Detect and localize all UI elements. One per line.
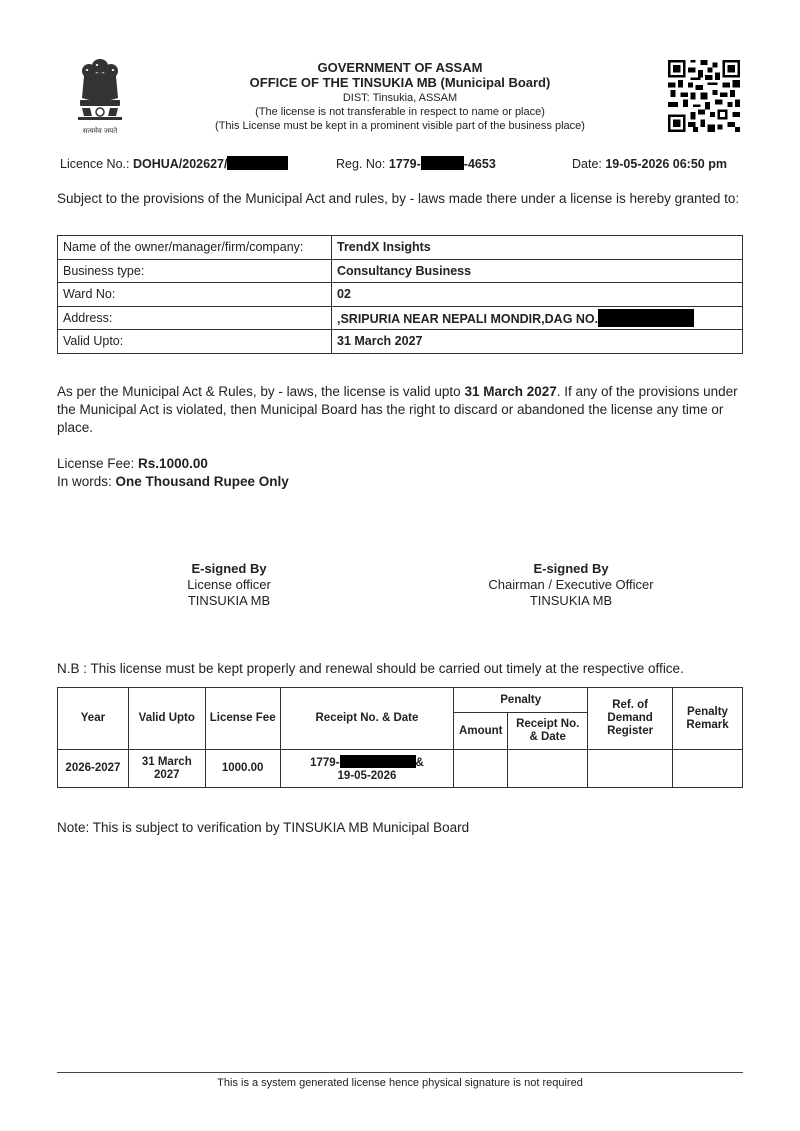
- col-penalty-remark: Penalty Remark: [673, 688, 743, 750]
- redaction-bar: [340, 755, 416, 768]
- header-display-note: (This License must be kept in a prominent visible part of the business place): [215, 120, 585, 132]
- emblem-caption: सत्यमेव जयते: [82, 127, 118, 135]
- header-district: DIST: Tinsukia, ASSAM: [342, 92, 458, 104]
- col-penalty-receipt: Receipt No. & Date: [508, 713, 588, 750]
- footer-divider: [57, 1072, 743, 1073]
- col-valid-upto: Valid Upto: [128, 688, 205, 750]
- table-row: Business type: Consultancy Business: [58, 259, 743, 283]
- header-transfer-note: (The license is not transferable in respect to name or place): [255, 106, 545, 118]
- intro-text: Subject to the provisions of the Municipal Act and rules, by - laws made there under a license is hereby granted to:: [57, 191, 740, 206]
- col-penalty: Penalty: [454, 688, 588, 713]
- table-row: Address: ,SRIPURIA NEAR NEPALI MONDIR,DAG NO.: [58, 306, 743, 330]
- document-header: [0, 60, 800, 133]
- footer-text: This is a system generated license hence physical signature is not required: [217, 1077, 583, 1089]
- table-row: Ward No: 02: [58, 283, 743, 307]
- col-penalty-amount: Amount: [454, 713, 508, 750]
- licence-number: Licence No.: DOHUA/202627/: [60, 156, 288, 172]
- nb-note: N.B : This license must be kept properly and renewal should be carried out timely at the respective office.: [57, 661, 684, 676]
- license-fee: License Fee: Rs.1000.00 In words: One Thousand Rupee Only: [57, 456, 289, 489]
- table-row: Valid Upto: 31 March 2027: [58, 330, 743, 354]
- validity-text: As per the Municipal Act & Rules, by - laws, the license is valid upto 31 March 2027. If any of the provisions under the Municipal Act is violated, then Municipal Board has the right to discard or abandoned the license any time or place.: [57, 384, 738, 435]
- col-year: Year: [58, 688, 129, 750]
- header-office: OFFICE OF THE TINSUKIA MB (Municipal Board): [249, 75, 551, 90]
- signature-license-officer: E-signed By License officer TINSUKIA MB: [187, 561, 271, 608]
- verification-note: Note: This is subject to verification by TINSUKIA MB Municipal Board: [57, 820, 470, 835]
- payment-table: [57, 687, 743, 788]
- issue-date: Date: 19-05-2026 06:50 pm: [572, 157, 727, 171]
- table-row: Name of the owner/manager/firm/company: TrendX Insights: [58, 236, 743, 260]
- address-value: ,SRIPURIA NEAR NEPALI MONDIR,DAG NO.: [337, 311, 599, 326]
- signature-chairman: E-signed By Chairman / Executive Officer TINSUKIA MB: [488, 561, 654, 608]
- col-receipt: Receipt No. & Date: [280, 688, 454, 750]
- redaction-bar: [227, 156, 288, 170]
- registration-number: Reg. No: 1779- -4653: [336, 157, 496, 171]
- col-demand-ref: Ref. of Demand Register: [588, 688, 673, 750]
- redaction-bar: [421, 156, 464, 170]
- table-row: 2026-2027 31 March 2027 1000.00 1779- & 19-05-2026: [58, 750, 743, 788]
- header-government: GOVERNMENT OF ASSAM: [317, 60, 483, 75]
- licensee-details-table: [57, 235, 743, 354]
- receipt-cell: 1779- & 19-05-2026: [280, 750, 454, 788]
- col-license-fee: License Fee: [205, 688, 280, 750]
- redaction-bar: [598, 309, 694, 327]
